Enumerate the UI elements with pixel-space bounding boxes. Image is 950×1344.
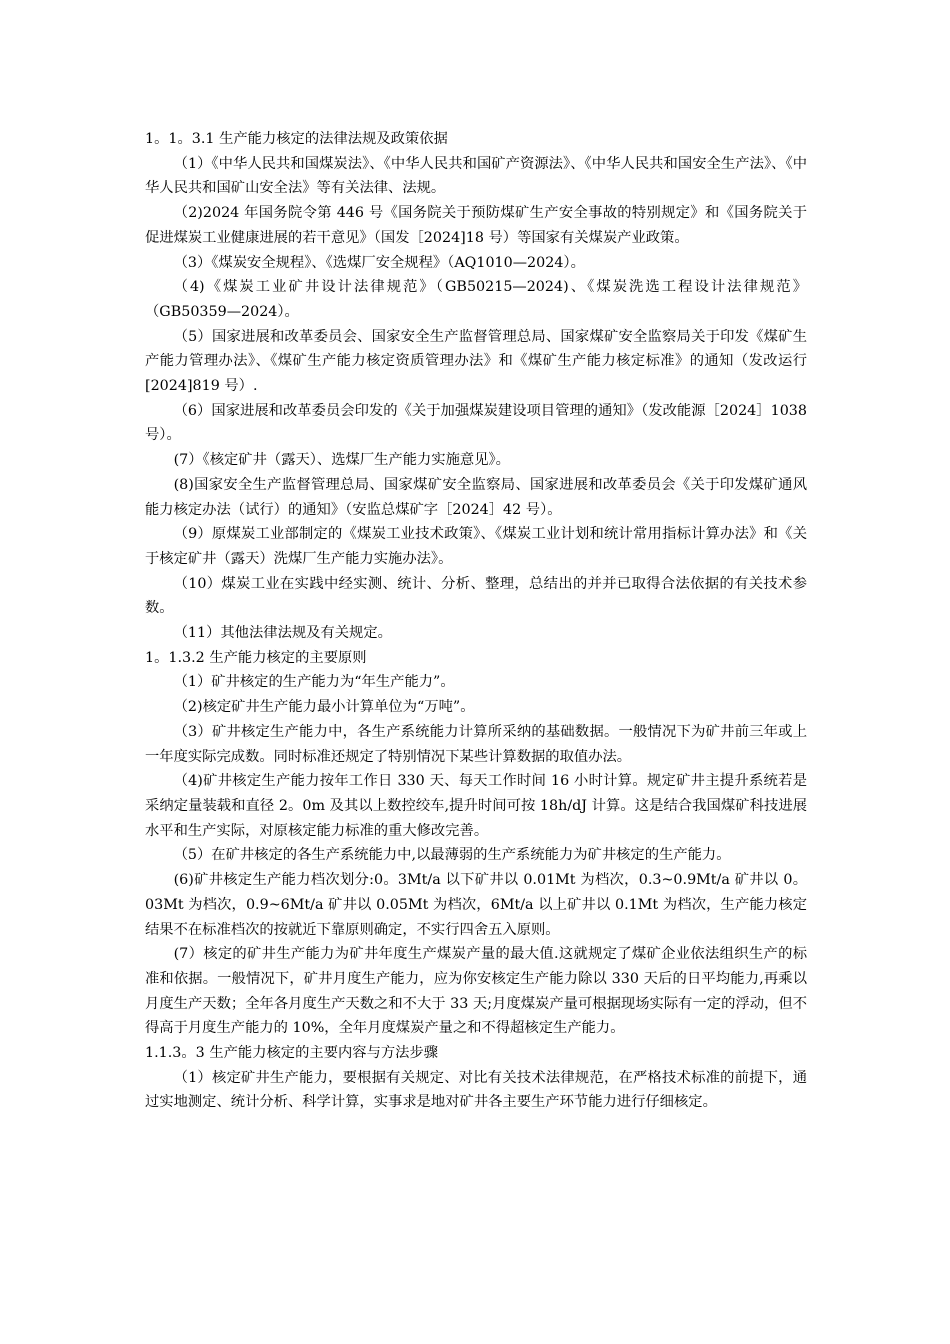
principle-item-2: （2)核定矿井生产能力最小计算单位为“万吨”。 <box>173 699 475 716</box>
legal-basis-item-4: （4)《煤炭工业矿井设计法律规范》（GB50215—2024)、《煤炭洗选工程设计法律规范》（GB50359—2024）。 <box>145 279 807 320</box>
legal-basis-item-5: （5）国家进展和改革委员会、国家安全生产监督管理总局、国家煤矿安全监察局关于印发《煤矿生产能力管理办法》、《煤矿生产能力核定资质管理办法》和《煤矿生产能力核定标准》的通知（发改运行[2024]819 号）. <box>145 328 807 395</box>
legal-basis-item-11: （11）其他法律法规及有关规定。 <box>173 625 392 642</box>
method-item-1: （1）核定矿井生产能力，要根据有关规定、对比有关技术法律规范，在严格技术标准的前提下，通过实地测定、统计分析、科学计算，实事求是地对矿井各主要生产环节能力进行仔细核定。 <box>145 1069 807 1111</box>
legal-basis-item-6: （6）国家进展和改革委员会印发的《关于加强煤炭建设项目管理的通知》（发改能源［2024］1038 号）。 <box>145 402 807 444</box>
legal-basis-item-8: (8)国家安全生产监督管理总局、国家煤矿安全监察局、国家进展和改革委员会《关于印发煤矿通风能力核定办法（试行）的通知》（安监总煤矿字［2024］42 号）。 <box>145 476 807 518</box>
section-heading-methods: 1.1.3。3 生产能力核定的主要内容与方法步骤 <box>145 1045 439 1062</box>
legal-basis-item-3: （3）《煤炭安全规程》、《选煤厂安全规程》（AQ1010—2024）。 <box>173 254 585 271</box>
document-page <box>145 127 807 1115</box>
principle-item-7: (7）核定的矿井生产能力为矿井年度生产煤炭产量的最大值.这就规定了煤矿企业依法组织生产的标准和依据。一般情况下，矿井月度生产能力，应为你安核定生产能力除以 330 天后的日平均能力,再乘以月度生产天数；全年各月度生产天数之和不大于 33 天;月度煤炭产量可根据现场实际有一定的浮动，但不得高于月度生产能力的 10%，全年月度煤炭产量之和不得超核定生产能力。 <box>145 946 807 1037</box>
principle-item-5: （5）在矿井核定的各生产系统能力中,以最薄弱的生产系统能力为矿井核定的生产能力。 <box>173 847 731 864</box>
legal-basis-item-10: （10）煤炭工业在实践中经实测、统计、分析、整理，总结出的并并已取得合法依据的有关技术参数。 <box>145 575 807 617</box>
legal-basis-item-9: （9）原煤炭工业部制定的《煤炭工业技术政策》、《煤炭工业计划和统计常用指标计算办法》和《关于核定矿井（露天）洗煤厂生产能力实施办法》。 <box>145 526 807 567</box>
legal-basis-item-7: (7）《核定矿井（露天）、选煤厂生产能力实施意见》。 <box>173 452 510 469</box>
legal-basis-item-1: （1）《中华人民共和国煤炭法》、《中华人民共和国矿产资源法》、《中华人民共和国安全生产法》、《中华人民共和国矿山安全法》等有关法律、法规。 <box>145 155 807 197</box>
section-heading-legal-basis: 1。1。3.1 生产能力核定的法律法规及政策依据 <box>145 131 448 147</box>
principle-item-4: （4)矿井核定生产能力按年工作日 330 天、每天工作时间 16 小时计算。规定矿井主提升系统若是采纳定量装载和直径 2。0m 及其以上数控绞车,提升时间可按 18h/dJ 计算。这是结合我国煤矿科技进展水平和生产实际，对原核定能力标准的重大修改完善。 <box>145 773 807 839</box>
principle-item-3: （3）矿井核定生产能力中，各生产系统能力计算所采纳的基础数据。一般情况下为矿井前三年或上一年度实际完成数。同时标准还规定了特别情况下某些计算数据的取值办法。 <box>145 723 807 765</box>
section-heading-principles: 1。1.3.2 生产能力核定的主要原则 <box>145 649 367 666</box>
principle-item-1: （1）矿井核定的生产能力为“年生产能力”。 <box>173 674 455 691</box>
principle-item-6: (6)矿井核定生产能力档次划分:0。3Mt/a 以下矿井以 0.01Mt 为档次，0.3~0.9Mt/a 矿井以 0。03Mt 为档次，0.9~6Mt/a 矿井以 0.05Mt 为档次，6Mt/a 以上矿井以 0.1Mt 为档次，生产能力核定结果不在标准档次的按就近下靠原则确定，不实行四舍五入原则。 <box>145 872 807 938</box>
legal-basis-item-2: （2)2024 年国务院令第 446 号《国务院关于预防煤矿生产安全事故的特别规定》和《国务院关于促进煤炭工业健康进展的若干意见》（国发［2024]18 号）等国家有关煤炭产业政策。 <box>145 205 807 246</box>
